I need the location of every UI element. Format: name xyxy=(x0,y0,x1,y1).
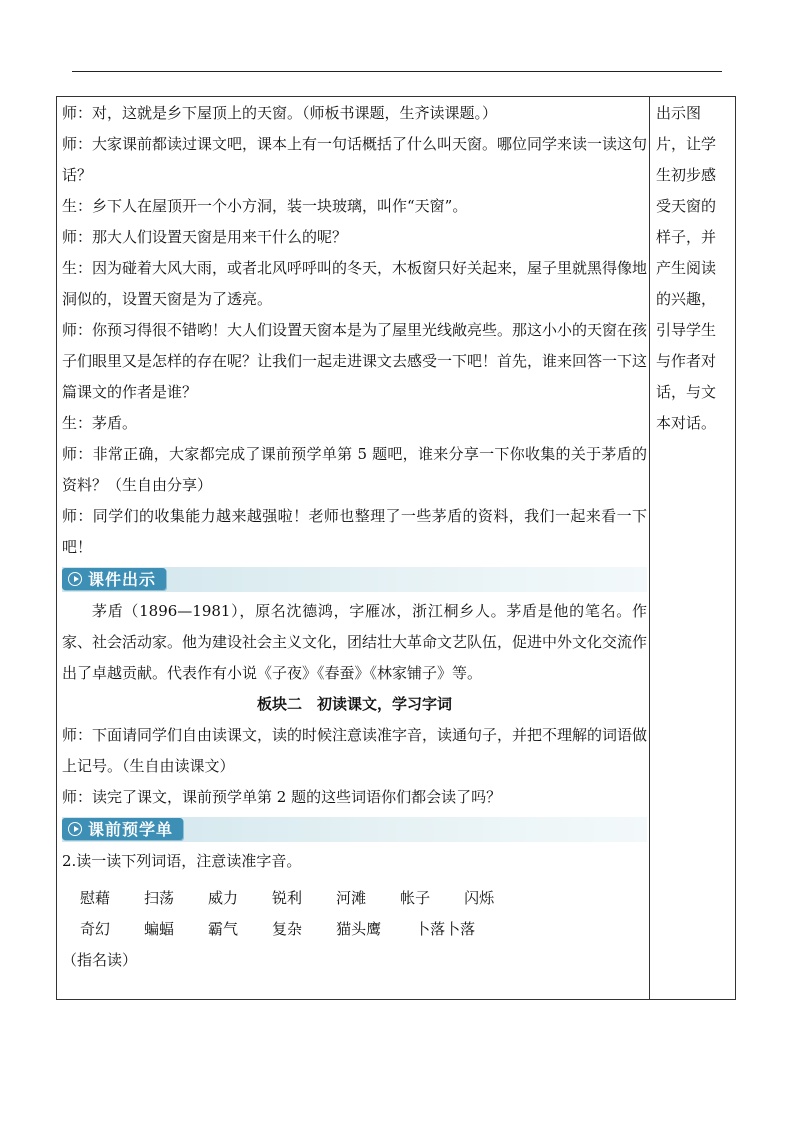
courseware-banner xyxy=(62,567,647,592)
side-note-line: 片，让学 xyxy=(656,135,717,153)
dialogue-line: 生：乡下人在屋顶开一个小方洞，装一块玻璃，叫作“天窗”。 xyxy=(62,197,468,215)
dialogue-line: 师：对，这就是乡下屋顶上的天窗。（师板书课题，生齐读课题。） xyxy=(62,104,498,122)
side-note-line: 产生阅读 xyxy=(656,259,717,277)
header-rule xyxy=(72,71,722,72)
dialogue-line: 师：大家课前都读过课文吧，课本上有一句话概括了什么叫天窗。哪位同学来读一读这句话？ xyxy=(62,135,648,184)
vocab-word: 慰藉 xyxy=(80,889,111,907)
vocab-word: 帐子 xyxy=(400,889,431,907)
dialogue-part1 xyxy=(62,98,647,563)
word-row xyxy=(62,883,647,914)
dialogue-line: 生：茅盾。 xyxy=(62,414,138,432)
vocab-word: 扫荡 xyxy=(144,889,175,907)
vocab-word: 复杂 xyxy=(272,920,303,938)
side-note-line: 引导学生 xyxy=(656,321,717,339)
word-list xyxy=(62,883,647,976)
side-note-line: 样子，并 xyxy=(656,228,717,246)
side-note-line: 本对话。 xyxy=(656,414,717,432)
dialogue-line: 师：同学们的收集能力越来越强啦！老师也整理了一些茅盾的资料，我们一起来看一下吧！ xyxy=(62,507,647,556)
dialogue-line: 师：非常正确，大家都完成了课前预学单第 5 题吧，谁来分享一下你收集的关于茅盾的资料？（生自由分享） xyxy=(62,445,647,494)
preview-sheet-tag xyxy=(62,818,183,840)
author-intro: 茅盾（1896—1981），原名沈德鸿，字雁冰，浙江桐乡人。茅盾是他的笔名。作家、社会活动家。他为建设社会主义文化，团结壮大革命文艺队伍，促进中外文化交流作出了卓越贡献。代表作有小说《子夜》《春蚕》《林家铺子》等。 xyxy=(62,602,648,682)
vocab-word: 锐利 xyxy=(272,889,303,907)
vocab-word: 猫头鹰 xyxy=(336,920,382,938)
play-icon xyxy=(68,572,82,586)
dialogue-line: 师：你预习得很不错哟！大人们设置天窗本是为了屋里光线敞亮些。那这小小的天窗在孩子们眼里又是怎样的存在呢？让我们一起走进课文去感受一下吧！首先，谁来回答一下这篇课文的作者是谁？ xyxy=(62,321,648,401)
courseware-tag xyxy=(62,568,166,590)
side-note-line: 出示图 xyxy=(656,104,702,122)
dialogue-part2 xyxy=(62,720,647,813)
reading-note: （指名读） xyxy=(62,951,138,969)
side-note-line: 与作者对 xyxy=(656,352,717,370)
vocab-word: 卜落卜落 xyxy=(415,920,476,938)
side-note-line: 受天窗的 xyxy=(656,197,717,215)
column-divider xyxy=(649,96,650,1000)
vocab-word: 奇幻 xyxy=(80,920,111,938)
lesson-content xyxy=(62,98,647,976)
dialogue-line: 生：因为碰着大风大雨，或者北风呼呼叫的冬天，木板窗只好关起来，屋子里就黑得像地洞似的，设置天窗是为了透亮。 xyxy=(62,259,648,308)
play-icon xyxy=(68,822,82,836)
banner-label: 课前预学单 xyxy=(88,819,174,839)
exercise-question: 2.读一读下列词语，注意读准字音。 xyxy=(62,852,302,870)
dialogue-line: 师：下面请同学们自由读课文，读的时候注意读准字音，读通句子，并把不理解的词语做上记号。（生自由读课文） xyxy=(62,726,648,775)
vocab-word: 威力 xyxy=(208,889,239,907)
design-intent-column xyxy=(656,98,730,439)
side-note-line: 的兴趣， xyxy=(656,290,717,308)
vocab-word: 蝙蝠 xyxy=(144,920,175,938)
preview-sheet-banner xyxy=(62,817,647,842)
side-note-line: 生初步感 xyxy=(656,166,717,184)
section-heading: 板块二 初读课文，学习字词 xyxy=(256,695,452,713)
word-row xyxy=(62,914,647,945)
vocab-word: 闪烁 xyxy=(464,889,495,907)
vocab-word: 河滩 xyxy=(336,889,367,907)
dialogue-line: 师：读完了课文，课前预学单第 2 题的这些词语你们都会读了吗？ xyxy=(62,788,502,806)
dialogue-line: 师：那大人们设置天窗是用来干什么的呢？ xyxy=(62,228,348,246)
side-note-line: 话，与文 xyxy=(656,383,717,401)
vocab-word: 霸气 xyxy=(208,920,239,938)
banner-label: 课件出示 xyxy=(88,569,157,589)
